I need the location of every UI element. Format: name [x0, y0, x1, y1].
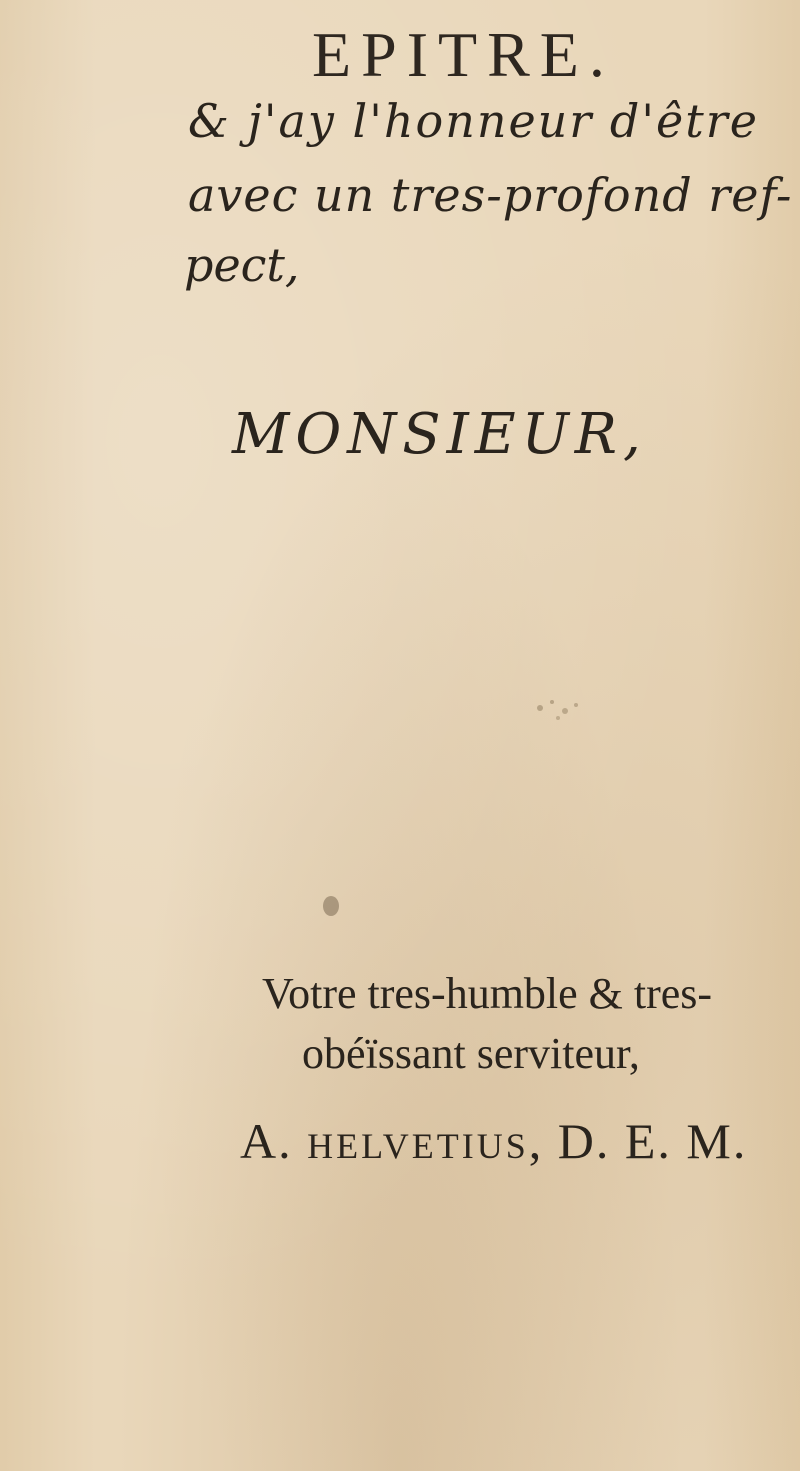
- ink-smudge-icon: [510, 678, 610, 738]
- signature-initial: A.: [240, 1113, 293, 1169]
- signature-suffix: , D. E. M.: [528, 1113, 748, 1169]
- signature-name: HELVETIUS: [307, 1126, 529, 1166]
- page-heading: EPITRE.: [312, 19, 615, 90]
- ink-spot-icon: [318, 890, 344, 922]
- body-line-3: pect,: [184, 238, 300, 292]
- addressee-salutation: MONSIEUR,: [232, 402, 647, 467]
- body-line-2: avec un tres-profond ref-: [188, 168, 793, 222]
- signature: [240, 1112, 747, 1170]
- body-line-1: & j'ay l'honneur d'être: [188, 94, 759, 148]
- closing-line-2: obéïssant serviteur,: [302, 1029, 640, 1078]
- closing-line-1: Votre tres-humble & tres-: [262, 969, 713, 1018]
